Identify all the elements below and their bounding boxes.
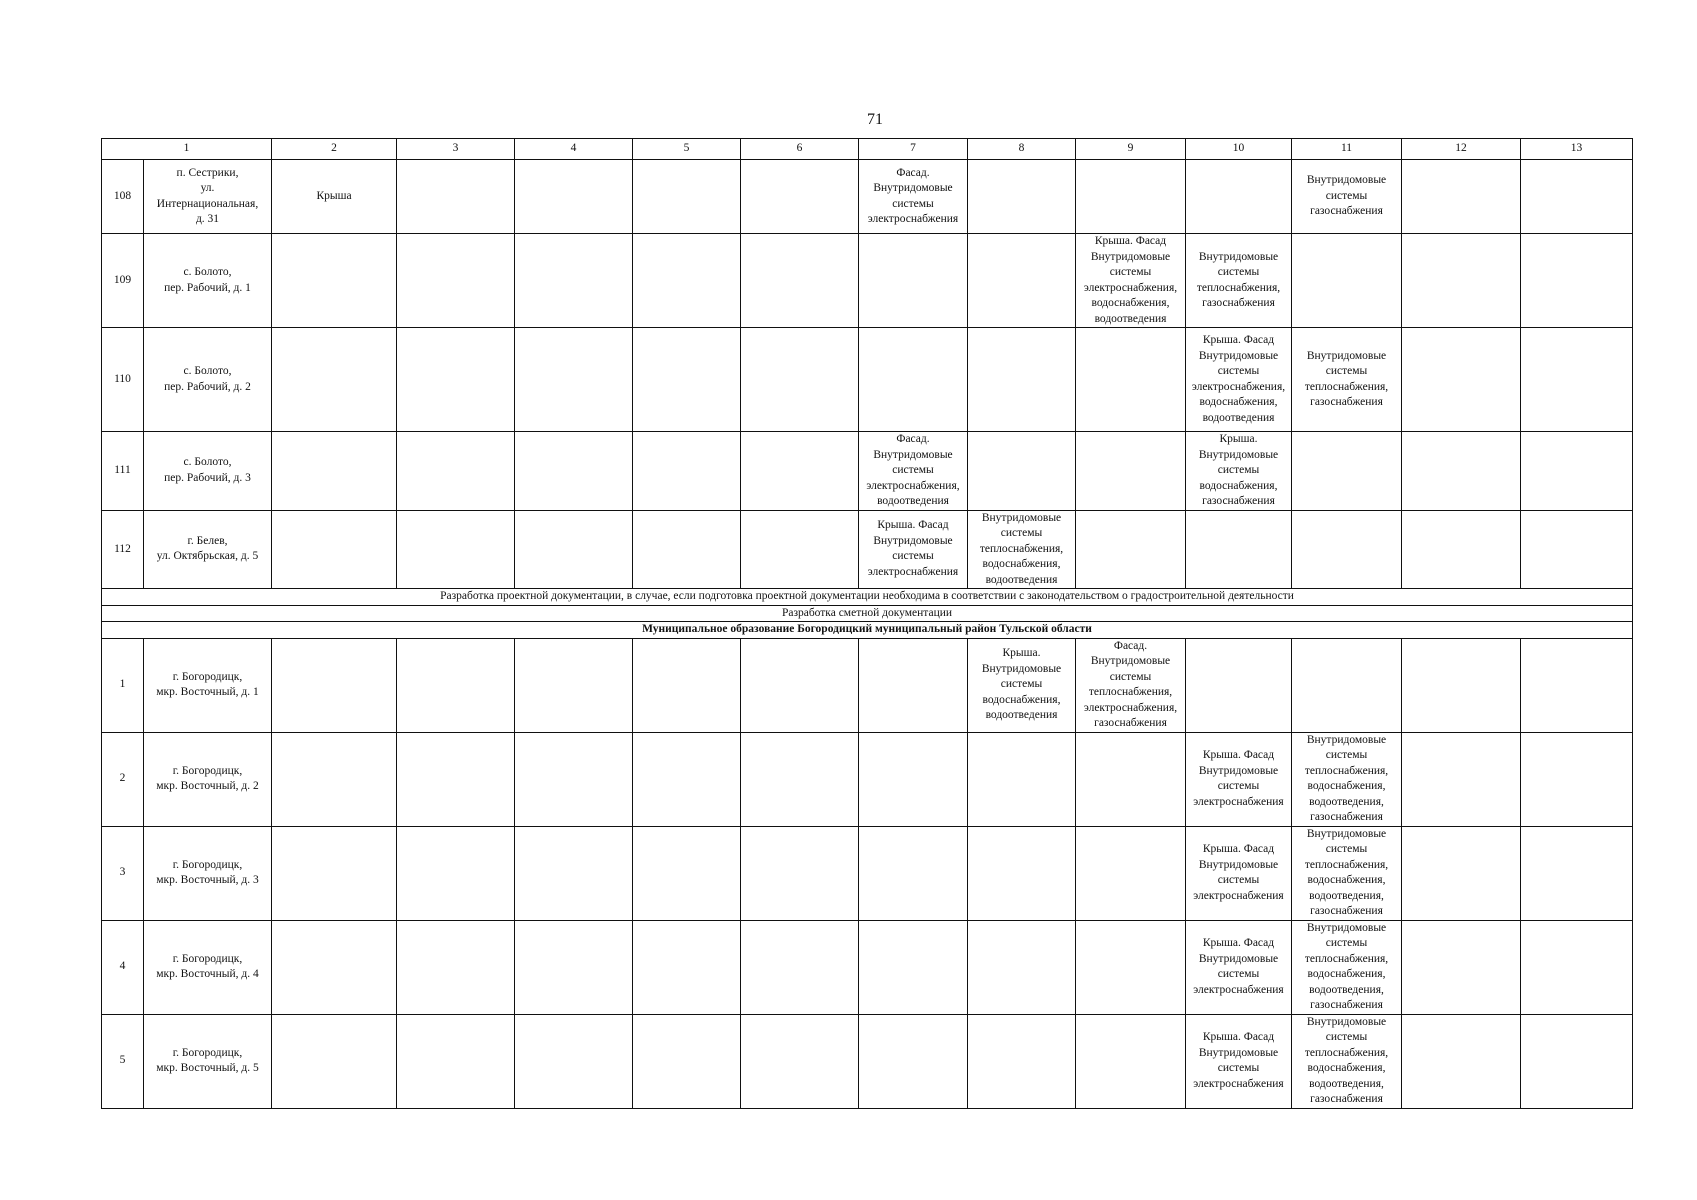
table-cell (1402, 234, 1521, 328)
table-cell (741, 328, 859, 432)
table-cell (741, 234, 859, 328)
table-cell (968, 234, 1076, 328)
table-cell (397, 510, 515, 589)
column-header: 4 (515, 139, 633, 160)
table-cell: Внутридомовые системы теплоснабжения, газоснабжения (1186, 234, 1292, 328)
table-cell (633, 826, 741, 920)
table-row (102, 328, 1633, 432)
table-cell (741, 160, 859, 234)
table-row (102, 1014, 1633, 1108)
table-cell (515, 1014, 633, 1108)
table-cell (859, 920, 968, 1014)
column-header: 11 (1292, 139, 1402, 160)
table-cell (1076, 510, 1186, 589)
table-cell (1402, 732, 1521, 826)
table-cell (633, 1014, 741, 1108)
table-cell (397, 234, 515, 328)
table-cell (515, 732, 633, 826)
column-header: 1 (102, 139, 272, 160)
table-cell (1521, 510, 1633, 589)
row-number: 3 (102, 826, 144, 920)
table-cell (1292, 638, 1402, 732)
table-cell (1186, 160, 1292, 234)
row-number: 5 (102, 1014, 144, 1108)
table-cell (272, 510, 397, 589)
table-cell (397, 826, 515, 920)
table-cell (633, 732, 741, 826)
table-cell (633, 160, 741, 234)
table-cell (1521, 732, 1633, 826)
table-cell: Крыша. Фасад Внутридомовые системы электроснабжения (1186, 920, 1292, 1014)
column-header: 9 (1076, 139, 1186, 160)
table-cell (1402, 826, 1521, 920)
column-header: 8 (968, 139, 1076, 160)
table-cell (397, 432, 515, 511)
table-cell (515, 638, 633, 732)
row-number: 1 (102, 638, 144, 732)
table-cell: Крыша (272, 160, 397, 234)
row-number: 112 (102, 510, 144, 589)
table-cell: Крыша. Внутридомовые системы водоснабжения, водоотведения (968, 638, 1076, 732)
table-cell (741, 510, 859, 589)
table-cell (1076, 826, 1186, 920)
table-row (102, 826, 1633, 920)
table-cell: Внутридомовые системы теплоснабжения, газоснабжения (1292, 328, 1402, 432)
table-cell (515, 826, 633, 920)
table-cell: Крыша. Фасад Внутридомовые системы электроснабжения (859, 510, 968, 589)
table-cell (633, 510, 741, 589)
table-cell (741, 1014, 859, 1108)
table-cell (272, 1014, 397, 1108)
table-cell: Крыша. Фасад Внутридомовые системы электроснабжения (1186, 1014, 1292, 1108)
table-cell (272, 234, 397, 328)
table-cell (515, 328, 633, 432)
table-cell (859, 328, 968, 432)
table-cell (968, 732, 1076, 826)
table-cell (397, 638, 515, 732)
table-cell (397, 1014, 515, 1108)
table-cell (397, 732, 515, 826)
table-cell (272, 638, 397, 732)
works-table (101, 138, 1633, 1109)
table-cell (859, 1014, 968, 1108)
row-number: 2 (102, 732, 144, 826)
column-header: 2 (272, 139, 397, 160)
table-cell (859, 826, 968, 920)
section-row (102, 605, 1633, 622)
table-cell (1186, 638, 1292, 732)
table-cell: Крыша. Фасад Внутридомовые системы электроснабжения, водоснабжения, водоотведения (1186, 328, 1292, 432)
table-cell (1402, 510, 1521, 589)
table-cell: Внутридомовые системы теплоснабжения, водоснабжения, водоотведения, газоснабжения (1292, 1014, 1402, 1108)
table-cell (968, 826, 1076, 920)
municipality-title: Муниципальное образование Богородицкий муниципальный район Тульской области (102, 622, 1633, 639)
column-header: 13 (1521, 139, 1633, 160)
section-label: Разработка сметной документации (102, 605, 1633, 622)
table-cell: Крыша. Фасад Внутридомовые системы электроснабжения (1186, 732, 1292, 826)
table-cell (397, 328, 515, 432)
row-number: 111 (102, 432, 144, 511)
table-cell (1521, 638, 1633, 732)
table-cell (1402, 160, 1521, 234)
table-cell (968, 1014, 1076, 1108)
table-cell: Внутридомовые системы теплоснабжения, водоснабжения, водоотведения, газоснабжения (1292, 826, 1402, 920)
table-cell (1521, 432, 1633, 511)
table-cell (859, 638, 968, 732)
table-cell (741, 732, 859, 826)
table-cell: Внутридомовые системы теплоснабжения, водоснабжения, водоотведения, газоснабжения (1292, 920, 1402, 1014)
column-header: 7 (859, 139, 968, 160)
table-row (102, 510, 1633, 589)
table-cell (741, 920, 859, 1014)
table-cell (741, 826, 859, 920)
table-cell (633, 920, 741, 1014)
table-cell (1292, 234, 1402, 328)
table-cell (272, 732, 397, 826)
table-cell (1402, 920, 1521, 1014)
row-address: с. Болото, пер. Рабочий, д. 3 (144, 432, 272, 511)
column-header: 12 (1402, 139, 1521, 160)
table-cell: Фасад. Внутридомовые системы теплоснабжения, электроснабжения, газоснабжения (1076, 638, 1186, 732)
table-cell (1402, 638, 1521, 732)
row-number: 4 (102, 920, 144, 1014)
table-cell (272, 328, 397, 432)
table-cell: Фасад. Внутридомовые системы электроснабжения, водоотведения (859, 432, 968, 511)
table-cell (633, 638, 741, 732)
table-cell (1076, 328, 1186, 432)
table-cell (1521, 160, 1633, 234)
table-row (102, 234, 1633, 328)
row-address: с. Болото, пер. Рабочий, д. 2 (144, 328, 272, 432)
table-cell (515, 432, 633, 511)
table-cell (515, 160, 633, 234)
table-cell (397, 160, 515, 234)
page-number: 71 (867, 111, 883, 128)
table-cell (1402, 328, 1521, 432)
table-cell (968, 160, 1076, 234)
table-cell (1186, 510, 1292, 589)
table-cell (741, 638, 859, 732)
table-row (102, 432, 1633, 511)
table-cell (633, 234, 741, 328)
column-header: 5 (633, 139, 741, 160)
table-row (102, 920, 1633, 1014)
table-cell (859, 732, 968, 826)
table-cell (515, 510, 633, 589)
table-cell (1076, 160, 1186, 234)
table-cell: Внутридомовые системы газоснабжения (1292, 160, 1402, 234)
column-header-row (102, 139, 1633, 160)
row-address: с. Болото, пер. Рабочий, д. 1 (144, 234, 272, 328)
row-number: 109 (102, 234, 144, 328)
table-cell (1402, 432, 1521, 511)
table-cell (1521, 920, 1633, 1014)
row-address: г. Богородицк, мкр. Восточный, д. 1 (144, 638, 272, 732)
table-cell (968, 328, 1076, 432)
row-number: 108 (102, 160, 144, 234)
table-cell: Внутридомовые системы теплоснабжения, водоснабжения, водоотведения (968, 510, 1076, 589)
table-cell: Крыша. Фасад Внутридомовые системы электроснабжения (1186, 826, 1292, 920)
table-cell (1076, 920, 1186, 1014)
table-cell (859, 234, 968, 328)
table-cell (272, 920, 397, 1014)
table-cell: Фасад. Внутридомовые системы электроснабжения (859, 160, 968, 234)
table-cell (633, 432, 741, 511)
row-number: 110 (102, 328, 144, 432)
table-cell (1076, 432, 1186, 511)
table-cell (968, 432, 1076, 511)
municipality-row (102, 622, 1633, 639)
row-address: п. Сестрики, ул. Интернациональная, д. 31 (144, 160, 272, 234)
row-address: г. Богородицк, мкр. Восточный, д. 3 (144, 826, 272, 920)
table-cell: Крыша. Внутридомовые системы водоснабжения, газоснабжения (1186, 432, 1292, 511)
table-cell (1521, 1014, 1633, 1108)
table-cell (1292, 432, 1402, 511)
table-cell (1521, 234, 1633, 328)
column-header: 6 (741, 139, 859, 160)
section-row (102, 589, 1633, 606)
table-row (102, 732, 1633, 826)
row-address: г. Белев, ул. Октябрьская, д. 5 (144, 510, 272, 589)
table-cell (272, 432, 397, 511)
table-cell: Крыша. Фасад Внутридомовые системы электроснабжения, водоснабжения, водоотведения (1076, 234, 1186, 328)
table-cell (633, 328, 741, 432)
table-cell: Внутридомовые системы теплоснабжения, водоснабжения, водоотведения, газоснабжения (1292, 732, 1402, 826)
table-cell (968, 920, 1076, 1014)
table-cell (1076, 732, 1186, 826)
column-header: 10 (1186, 139, 1292, 160)
row-address: г. Богородицк, мкр. Восточный, д. 4 (144, 920, 272, 1014)
table-cell (741, 432, 859, 511)
table-cell (1402, 1014, 1521, 1108)
table-row (102, 160, 1633, 234)
table-cell (272, 826, 397, 920)
row-address: г. Богородицк, мкр. Восточный, д. 5 (144, 1014, 272, 1108)
section-label: Разработка проектной документации, в случае, если подготовка проектной документации необходима в соответствии с законодательством о градостроительной деятельности (102, 589, 1633, 606)
table-cell (1521, 328, 1633, 432)
table-cell (1292, 510, 1402, 589)
table-cell (1076, 1014, 1186, 1108)
table-cell (397, 920, 515, 1014)
table-row (102, 638, 1633, 732)
table-cell (515, 234, 633, 328)
row-address: г. Богородицк, мкр. Восточный, д. 2 (144, 732, 272, 826)
table-cell (515, 920, 633, 1014)
table-cell (1521, 826, 1633, 920)
column-header: 3 (397, 139, 515, 160)
